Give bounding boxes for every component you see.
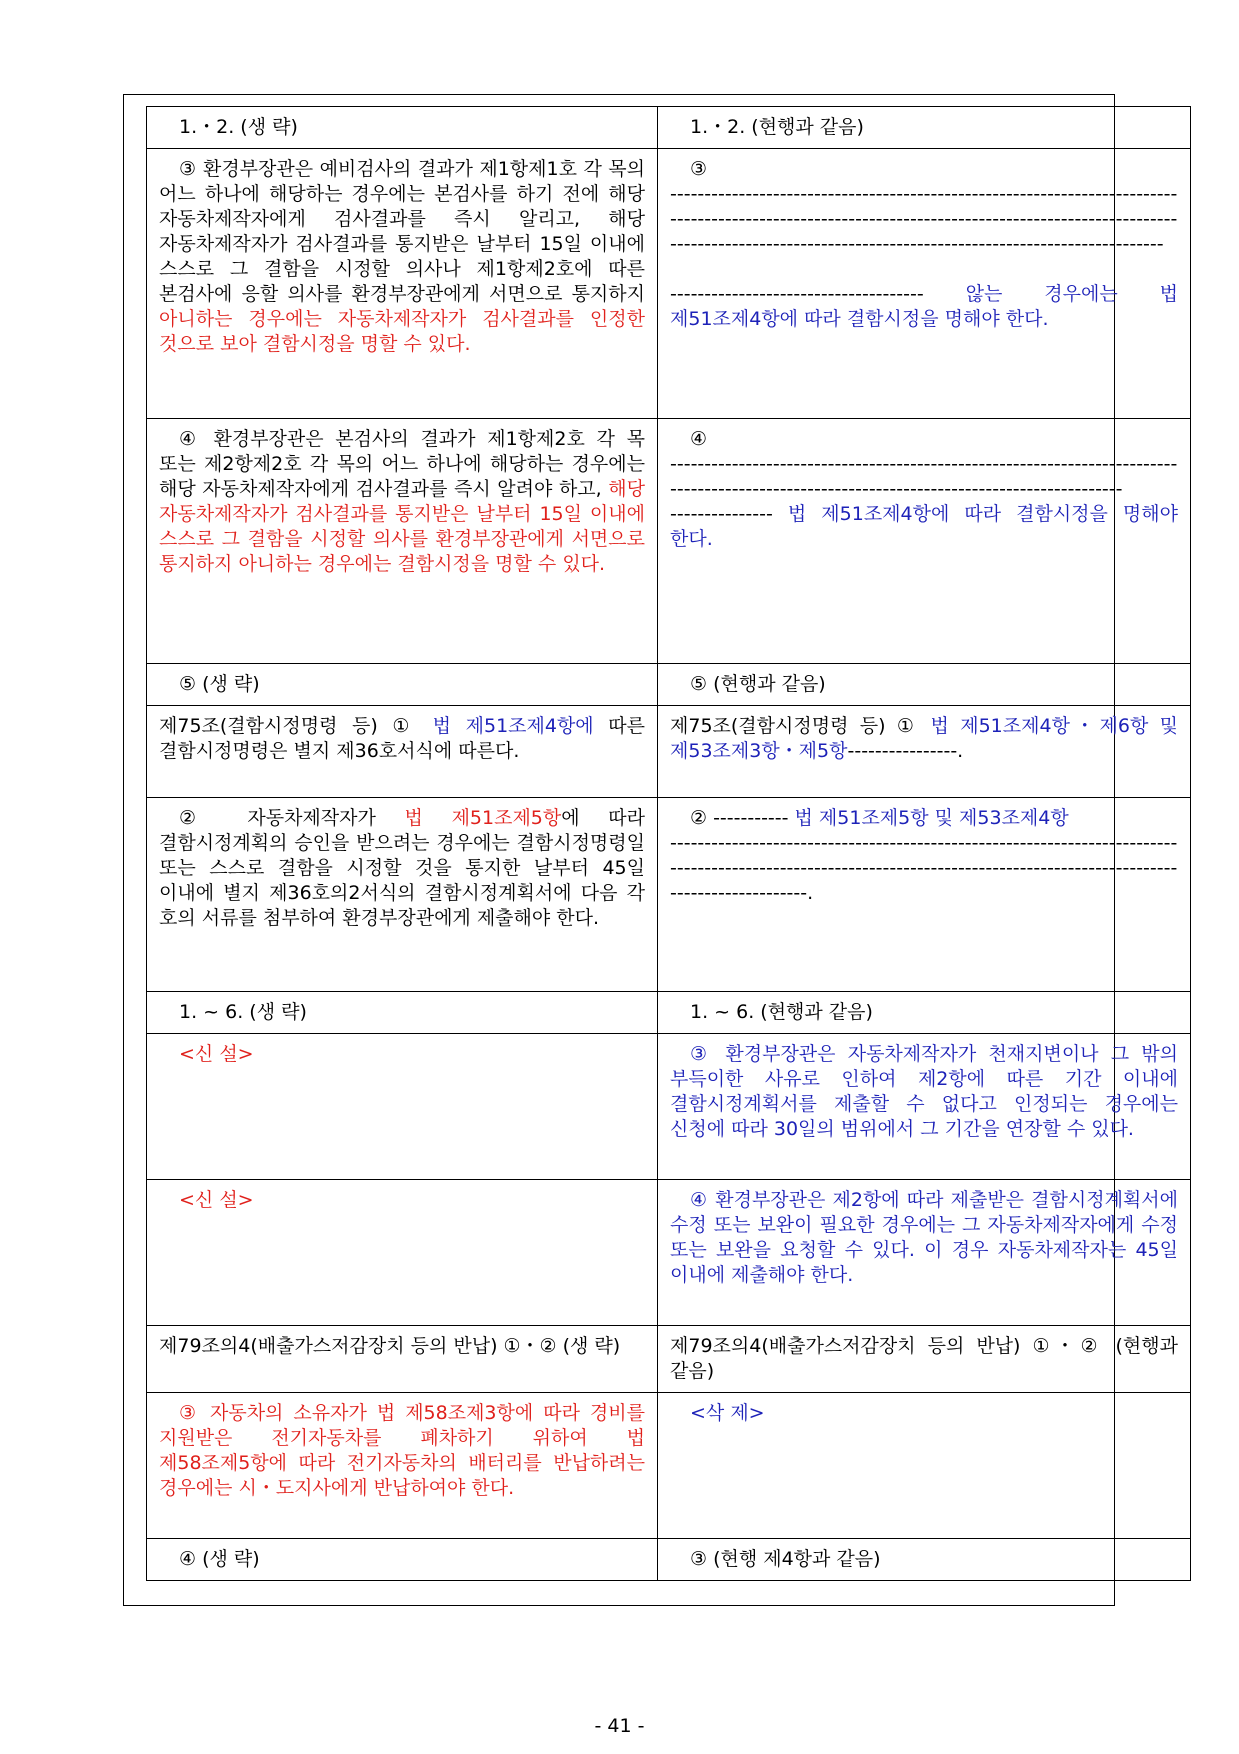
page-number: - 41 - — [594, 1715, 645, 1737]
left-cell: 1.・2. (생 략) — [147, 107, 658, 149]
right-cell: ③ 환경부장관은 자동차제작자가 천재지변이나 그 밖의 부득이한 사유로 인하여 제2항에 따른 기간 이내에 결함시정계획서를 제출할 수 없다고 인정되는 경우에는 신청에 따라 30일의 범위에서 그 기간을 연장할 수 있다. — [658, 1034, 1191, 1180]
table-row — [147, 1034, 1191, 1180]
table-row — [147, 798, 1191, 992]
comparison-table — [146, 106, 1191, 1581]
right-cell: <삭 제> — [658, 1393, 1191, 1539]
right-cell: 제79조의4(배출가스저감장치 등의 반납) ①・② (현행과 같음) — [658, 1326, 1191, 1393]
table-row — [147, 992, 1191, 1034]
table-row — [147, 1539, 1191, 1581]
table-row — [147, 1326, 1191, 1393]
right-cell: ③ (현행 제4항과 같음) — [658, 1539, 1191, 1581]
table-row — [147, 149, 1191, 419]
right-cell: ④ 환경부장관은 제2항에 따라 제출받은 결함시정계획서에 수정 또는 보완이 필요한 경우에는 그 자동차제작자에게 수정 또는 보완을 요청할 수 있다. 이 경우 자동차제작자는 45일 이내에 제출해야 한다. — [658, 1180, 1191, 1326]
table-row — [147, 706, 1191, 798]
left-cell: ③ 자동차의 소유자가 법 제58조제3항에 따라 경비를 지원받은 전기자동차를 폐차하기 위하여 법 제58조제5항에 따라 전기자동차의 배터리를 반납하려는 경우에는 시・도지사에게 반납하여야 한다. — [147, 1393, 658, 1539]
left-cell: <신 설> — [147, 1034, 658, 1180]
table-row — [147, 107, 1191, 149]
right-cell: ② ----------- 법 제51조제5항 및 제53조제4항 ---------------------------------------------------------------------------------------------------------------------------------------------------- --------------------. — [658, 798, 1191, 992]
left-cell: ③ 환경부장관은 예비검사의 결과가 제1항제1호 각 목의 어느 하나에 해당하는 경우에는 본검사를 하기 전에 해당 자동차제작자에게 검사결과를 즉시 알리고, 해당 자동차제작자가 검사결과를 통지받은 날부터 15일 이내에 스스로 그 결함을 시정할 의사나 제1항제2호에 따른 본검사에 응할 의사를 환경부장관에게 서면으로 통지하지 아니하는 경우에는 자동차제작자가 검사결과를 인정한 것으로 보아 결함시정을 명할 수 있다. — [147, 149, 658, 419]
left-cell: ④ 환경부장관은 본검사의 결과가 제1항제2호 각 목 또는 제2항제2호 각 목의 어느 하나에 해당하는 경우에는 해당 자동차제작자에게 검사결과를 즉시 알려야 하고, 해당 자동차제작자가 검사결과를 통지받은 날부터 15일 이내에 스스로 그 결함을 시정할 의사를 환경부장관에게 서면으로 통지하지 아니하는 경우에는 결함시정을 명할 수 있다. — [147, 419, 658, 664]
right-cell: 제75조(결함시정명령 등) ① 법 제51조제4항・제6항 및 제53조제3항・제5항----------------. — [658, 706, 1191, 798]
table-row — [147, 1180, 1191, 1326]
right-cell: 1. ~ 6. (현행과 같음) — [658, 992, 1191, 1034]
left-cell: ② 자동차제작자가 법 제51조제5항에 따라 결함시정계획의 승인을 받으려는 경우에는 결함시정명령일 또는 스스로 결함을 시정할 것을 통지한 날부터 45일 이내에 별지 제36호의2서식의 결함시정계획서에 다음 각 호의 서류를 첨부하여 환경부장관에게 제출해야 한다. — [147, 798, 658, 992]
left-cell: <신 설> — [147, 1180, 658, 1326]
table-row — [147, 419, 1191, 664]
left-cell: 제75조(결함시정명령 등) ① 법 제51조제4항에 따른 결함시정명령은 별지 제36호서식에 따른다. — [147, 706, 658, 798]
left-cell: 제79조의4(배출가스저감장치 등의 반납) ①・② (생 략) — [147, 1326, 658, 1393]
table-row — [147, 664, 1191, 706]
right-cell: ④ -------------------------------------------------------------------------------------------------------------------------------------------- --------------- 법 제51조제4항에 따라 결함시정을 명해야 한다. — [658, 419, 1191, 664]
right-cell: ③ ---------------------------------------------------------------------------------------------------------------------------------------------------------------------------------------------------------------------------- ------------------------------------- 않는 경우에는 법 제51조제4항에 따라 결함시정을 명해야 한다. — [658, 149, 1191, 419]
right-cell: 1.・2. (현행과 같음) — [658, 107, 1191, 149]
table-row — [147, 1393, 1191, 1539]
left-cell: 1. ~ 6. (생 략) — [147, 992, 658, 1034]
right-cell: ⑤ (현행과 같음) — [658, 664, 1191, 706]
left-cell: ④ (생 략) — [147, 1539, 658, 1581]
left-cell: ⑤ (생 략) — [147, 664, 658, 706]
